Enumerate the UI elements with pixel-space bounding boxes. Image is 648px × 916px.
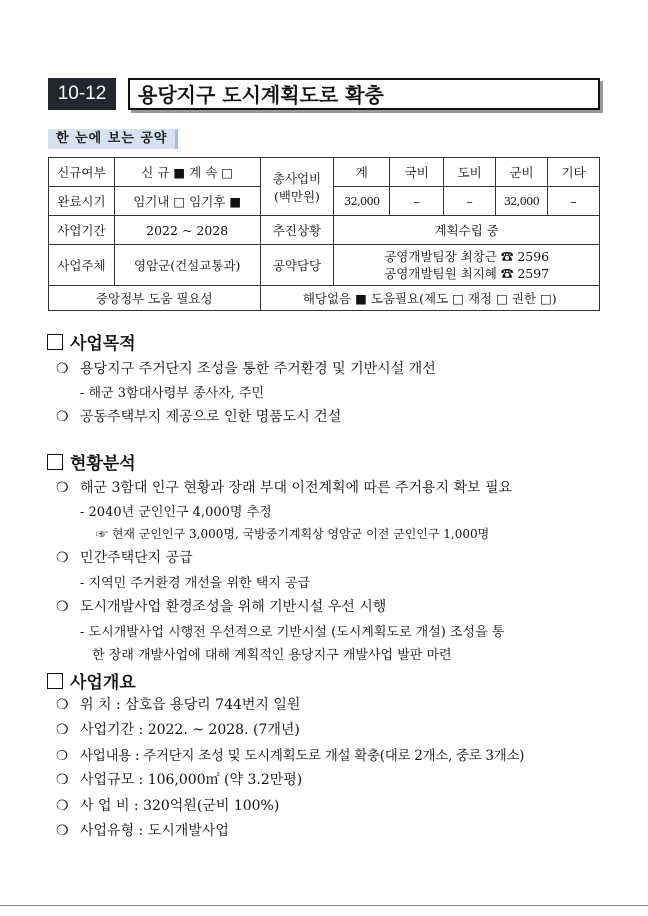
ring-bullet-icon: ❍ bbox=[56, 480, 69, 496]
summary-table bbox=[48, 157, 600, 311]
section-heading-status bbox=[47, 449, 136, 474]
ring-bullet-icon: ❍ bbox=[56, 722, 69, 738]
table-cell: 기타 bbox=[548, 158, 600, 187]
table-cell: 2022 ~ 2028 bbox=[114, 216, 260, 245]
table-cell: – bbox=[444, 187, 496, 216]
ring-bullet-icon: ❍ bbox=[56, 361, 69, 377]
table-cell: 32,000 bbox=[496, 187, 548, 216]
square-bullet-icon bbox=[47, 334, 63, 350]
list-item: ❍ 사업규모 : 106,000㎡ (약 3.2만평) bbox=[56, 772, 303, 788]
ring-bullet-icon: ❍ bbox=[56, 798, 69, 814]
budget-label: 총사업비 bbox=[272, 170, 322, 186]
table-cell bbox=[260, 158, 334, 216]
contact-line: 공영개발팀장 최창근 ☎ 2596 bbox=[384, 249, 550, 264]
section-heading-purpose bbox=[47, 329, 136, 354]
ring-bullet-icon: ❍ bbox=[56, 772, 69, 788]
table-row bbox=[49, 158, 600, 187]
table-cell bbox=[334, 245, 600, 286]
table-cell: 신규여부 bbox=[49, 158, 115, 187]
summary-label: 한 눈에 보는 공약 bbox=[48, 129, 178, 149]
section-title: 사업개요 bbox=[70, 673, 136, 693]
table-row bbox=[49, 245, 600, 286]
table-cell: 중앙정부 도움 필요성 bbox=[49, 286, 261, 311]
ring-bullet-icon: ❍ bbox=[56, 697, 69, 713]
table-cell: 공약담당 bbox=[260, 245, 334, 286]
table-cell: 사업주체 bbox=[49, 245, 115, 286]
table-row bbox=[49, 286, 600, 311]
list-item: ❍ 위 치 : 삼호읍 용당리 744번지 일원 bbox=[56, 697, 301, 713]
square-bullet-icon bbox=[47, 454, 63, 470]
table-cell: 군비 bbox=[496, 158, 548, 187]
table-cell: 추진상황 bbox=[260, 216, 334, 245]
section-heading-overview bbox=[47, 668, 136, 693]
table-cell: 국비 bbox=[390, 158, 444, 187]
list-item: - 2040년 군인인구 4,000명 추정 bbox=[80, 505, 272, 520]
list-item: ❍ 사 업 비 : 320억원(군비 100%) bbox=[56, 798, 280, 814]
ring-bullet-icon: ❍ bbox=[56, 550, 69, 566]
ring-bullet-icon: ❍ bbox=[56, 409, 69, 425]
list-item: - 해군 3함대사령부 종사자, 주민 bbox=[80, 386, 265, 401]
section-title: 사업목적 bbox=[70, 334, 136, 354]
list-item: ❍ 용당지구 주거단지 조성을 통한 주거환경 및 기반시설 개선 bbox=[56, 361, 436, 377]
page-title: 용당지구 도시계획도로 확충 bbox=[128, 78, 600, 110]
contact-line: 공영개발팀원 최지혜 ☎ 2597 bbox=[384, 266, 550, 281]
table-cell: 해당없음 ■ 도움필요(제도 □ 재정 □ 권한 □) bbox=[260, 286, 599, 311]
table-cell: 계획수립 중 bbox=[334, 216, 600, 245]
table-cell: 임기내 □ 임기후 ■ bbox=[114, 187, 260, 216]
ring-bullet-icon: ❍ bbox=[56, 823, 69, 839]
ring-bullet-icon: ❍ bbox=[56, 748, 68, 764]
table-cell: 완료시기 bbox=[49, 187, 115, 216]
list-item: ❍ 공동주택부지 제공으로 인한 명품도시 건설 bbox=[56, 409, 342, 425]
list-item: ❍ 해군 3함대 인구 현황과 장래 부대 이전계획에 따른 주거용지 확보 필요 bbox=[56, 480, 513, 496]
table-cell: – bbox=[390, 187, 444, 216]
budget-unit: (백만원) bbox=[273, 188, 320, 204]
list-item: ❍ 사업기간 : 2022. ~ 2028. (7개년) bbox=[56, 722, 300, 738]
list-item: ☞ 현재 군인인구 3,000명, 국방중기계획상 영암군 이전 군인인구 1,000명 bbox=[96, 527, 490, 541]
table-cell: 도비 bbox=[444, 158, 496, 187]
section-title: 현황분석 bbox=[70, 454, 136, 474]
ring-bullet-icon: ❍ bbox=[56, 599, 69, 615]
table-cell: – bbox=[548, 187, 600, 216]
list-item: 한 장래 개발사업에 대해 계획적인 용당지구 개발사업 발판 마련 bbox=[92, 648, 452, 663]
page-bottom-rule bbox=[0, 905, 648, 906]
list-item: ❍ 민간주택단지 공급 bbox=[56, 550, 193, 566]
list-item: ❍ 사업내용 : 주거단지 조성 및 도시계획도로 개설 확충(대로 2개소, 중로 3개소) bbox=[56, 748, 525, 764]
table-cell: 32,000 bbox=[334, 187, 390, 216]
table-cell: 사업기간 bbox=[49, 216, 115, 245]
list-item: ❍ 사업유형 : 도시개발사업 bbox=[56, 823, 229, 839]
table-cell: 계 bbox=[334, 158, 390, 187]
list-item: ❍ 도시개발사업 환경조성을 위해 기반시설 우선 시행 bbox=[56, 599, 387, 615]
table-cell: 영암군(건설교통과) bbox=[114, 245, 260, 286]
square-bullet-icon bbox=[47, 673, 63, 689]
list-item: - 지역민 주거환경 개선을 위한 택지 공급 bbox=[80, 576, 311, 591]
table-row bbox=[49, 216, 600, 245]
list-item: - 도시개발사업 시행전 우선적으로 기반시설 (도시계획도로 개설) 조성을 통 bbox=[80, 625, 505, 640]
table-cell: 신 규 ■ 계 속 □ bbox=[114, 158, 260, 187]
pledge-code-badge: 10-12 bbox=[48, 78, 116, 110]
